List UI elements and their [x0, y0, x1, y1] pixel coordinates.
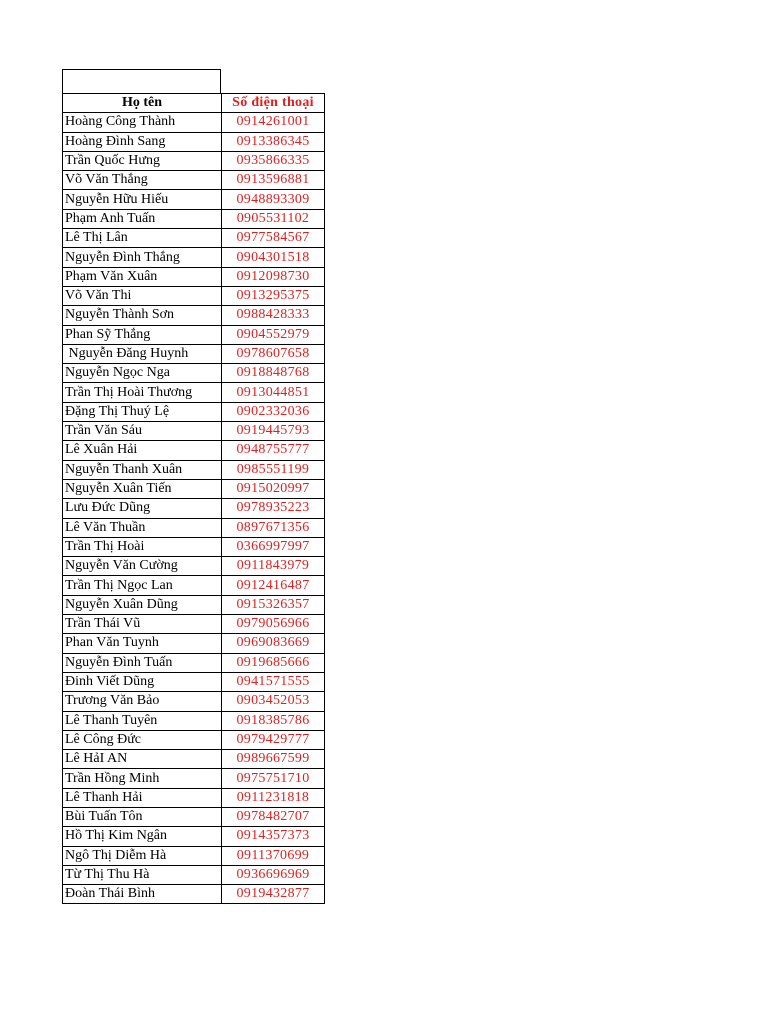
cell-name: Nguyễn Thành Sơn: [63, 306, 222, 325]
table-row: [63, 229, 325, 248]
cell-phone: 0912098730: [222, 267, 325, 286]
cell-phone: 0904552979: [222, 325, 325, 344]
cell-name: Lê Xuân Hải: [63, 441, 222, 460]
cell-phone: 0911843979: [222, 557, 325, 576]
cell-phone: 0913596881: [222, 171, 325, 190]
cell-name: Nguyễn Đăng Huynh: [63, 344, 222, 363]
cell-phone: 0978607658: [222, 344, 325, 363]
cell-phone: 0985551199: [222, 460, 325, 479]
cell-name: Nguyễn Văn Cường: [63, 557, 222, 576]
table-row: [63, 807, 325, 826]
table-body: [63, 113, 325, 904]
cell-name: Ngô Thị Diễm Hà: [63, 846, 222, 865]
table-row: [63, 595, 325, 614]
cell-name: Nguyễn Hữu Hiếu: [63, 190, 222, 209]
cell-name: Lê Văn Thuần: [63, 518, 222, 537]
cell-phone: 0988428333: [222, 306, 325, 325]
cell-phone: 0918848768: [222, 364, 325, 383]
table-row: [63, 441, 325, 460]
cell-phone: 0979056966: [222, 615, 325, 634]
table-row: [63, 576, 325, 595]
header-row: [63, 94, 325, 113]
table-row: [63, 248, 325, 267]
table-row: [63, 537, 325, 556]
cell-phone: 0911231818: [222, 788, 325, 807]
cell-phone: 0979429777: [222, 730, 325, 749]
table-row: [63, 190, 325, 209]
cell-name: Từ Thị Thu Hà: [63, 865, 222, 884]
cell-name: Phạm Văn Xuân: [63, 267, 222, 286]
cell-phone: 0912416487: [222, 576, 325, 595]
table-row: [63, 672, 325, 691]
cell-phone: 0919685666: [222, 653, 325, 672]
cell-phone: 0948893309: [222, 190, 325, 209]
table-row: [63, 479, 325, 498]
table-row: [63, 364, 325, 383]
empty-top-cell: [62, 69, 221, 93]
table-row: [63, 730, 325, 749]
cell-name: Trần Quốc Hưng: [63, 151, 222, 170]
cell-phone: 0936696969: [222, 865, 325, 884]
cell-name: Nguyễn Xuân Dũng: [63, 595, 222, 614]
table-row: [63, 711, 325, 730]
cell-name: Trần Thị Hoài Thương: [63, 383, 222, 402]
cell-name: Bùi Tuấn Tôn: [63, 807, 222, 826]
cell-phone: 0975751710: [222, 769, 325, 788]
cell-name: Nguyễn Đình Thắng: [63, 248, 222, 267]
table-row: [63, 692, 325, 711]
cell-name: Lê Công Đức: [63, 730, 222, 749]
cell-phone: 0919432877: [222, 885, 325, 904]
cell-name: Phạm Anh Tuấn: [63, 209, 222, 228]
table-row: [63, 653, 325, 672]
cell-phone: 0913044851: [222, 383, 325, 402]
table-row: [63, 402, 325, 421]
table-row: [63, 615, 325, 634]
cell-phone: 0918385786: [222, 711, 325, 730]
cell-phone: 0913295375: [222, 286, 325, 305]
table-row: [63, 422, 325, 441]
cell-phone: 0914357373: [222, 827, 325, 846]
cell-name: Phan Văn Tuynh: [63, 634, 222, 653]
cell-name: Trương Văn Bảo: [63, 692, 222, 711]
table-row: [63, 557, 325, 576]
cell-phone: 0897671356: [222, 518, 325, 537]
cell-phone: 0948755777: [222, 441, 325, 460]
table-row: [63, 499, 325, 518]
cell-name: Nguyễn Thanh Xuân: [63, 460, 222, 479]
cell-name: Trần Văn Sáu: [63, 422, 222, 441]
table-row: [63, 151, 325, 170]
cell-phone: 0915020997: [222, 479, 325, 498]
cell-name: Võ Văn Thi: [63, 286, 222, 305]
table-row: [63, 634, 325, 653]
cell-phone: 0978482707: [222, 807, 325, 826]
table-row: [63, 788, 325, 807]
cell-name: Lê Thanh Hải: [63, 788, 222, 807]
table-row: [63, 827, 325, 846]
cell-name: Nguyễn Đình Tuấn: [63, 653, 222, 672]
table-row: [63, 113, 325, 132]
cell-phone: 0989667599: [222, 750, 325, 769]
table-row: [63, 865, 325, 884]
cell-name: Hoàng Đình Sang: [63, 132, 222, 151]
cell-name: Lê Thanh Tuyên: [63, 711, 222, 730]
cell-name: Trần Thái Vũ: [63, 615, 222, 634]
cell-name: Trần Thị Ngọc Lan: [63, 576, 222, 595]
table-row: [63, 344, 325, 363]
table-row: [63, 325, 325, 344]
cell-name: Đặng Thị Thuý Lệ: [63, 402, 222, 421]
contact-table: [62, 93, 325, 904]
table-row: [63, 209, 325, 228]
cell-phone: 0914261001: [222, 113, 325, 132]
table-row: [63, 286, 325, 305]
cell-phone: 0913386345: [222, 132, 325, 151]
table-row: [63, 769, 325, 788]
cell-name: Hồ Thị Kim Ngân: [63, 827, 222, 846]
table-row: [63, 383, 325, 402]
table-row: [63, 846, 325, 865]
cell-name: Phan Sỹ Thắng: [63, 325, 222, 344]
table-row: [63, 267, 325, 286]
cell-name: Đoàn Thái Bình: [63, 885, 222, 904]
cell-phone: 0904301518: [222, 248, 325, 267]
cell-phone: 0902332036: [222, 402, 325, 421]
table-row: [63, 460, 325, 479]
table-row: [63, 750, 325, 769]
cell-phone: 0911370699: [222, 846, 325, 865]
cell-phone: 0915326357: [222, 595, 325, 614]
cell-name: Nguyễn Xuân Tiến: [63, 479, 222, 498]
cell-name: Lê Thị Lân: [63, 229, 222, 248]
cell-phone: 0941571555: [222, 672, 325, 691]
cell-name: Trần Hồng Minh: [63, 769, 222, 788]
cell-phone: 0366997997: [222, 537, 325, 556]
table-row: [63, 518, 325, 537]
cell-phone: 0935866335: [222, 151, 325, 170]
table-row: [63, 171, 325, 190]
cell-name: Võ Văn Thắng: [63, 171, 222, 190]
cell-name: Lưu Đức Dũng: [63, 499, 222, 518]
table-row: [63, 306, 325, 325]
cell-name: Đinh Viết Dũng: [63, 672, 222, 691]
cell-name: Hoàng Công Thành: [63, 113, 222, 132]
cell-phone: 0905531102: [222, 209, 325, 228]
header-phone: Số điện thoại: [222, 94, 325, 113]
cell-name: Nguyễn Ngọc Nga: [63, 364, 222, 383]
table-row: [63, 132, 325, 151]
table-row: [63, 885, 325, 904]
cell-phone: 0919445793: [222, 422, 325, 441]
cell-name: Lê HảI AN: [63, 750, 222, 769]
cell-name: Trần Thị Hoài: [63, 537, 222, 556]
header-name: Họ tên: [63, 94, 222, 113]
cell-phone: 0903452053: [222, 692, 325, 711]
cell-phone: 0978935223: [222, 499, 325, 518]
cell-phone: 0977584567: [222, 229, 325, 248]
cell-phone: 0969083669: [222, 634, 325, 653]
